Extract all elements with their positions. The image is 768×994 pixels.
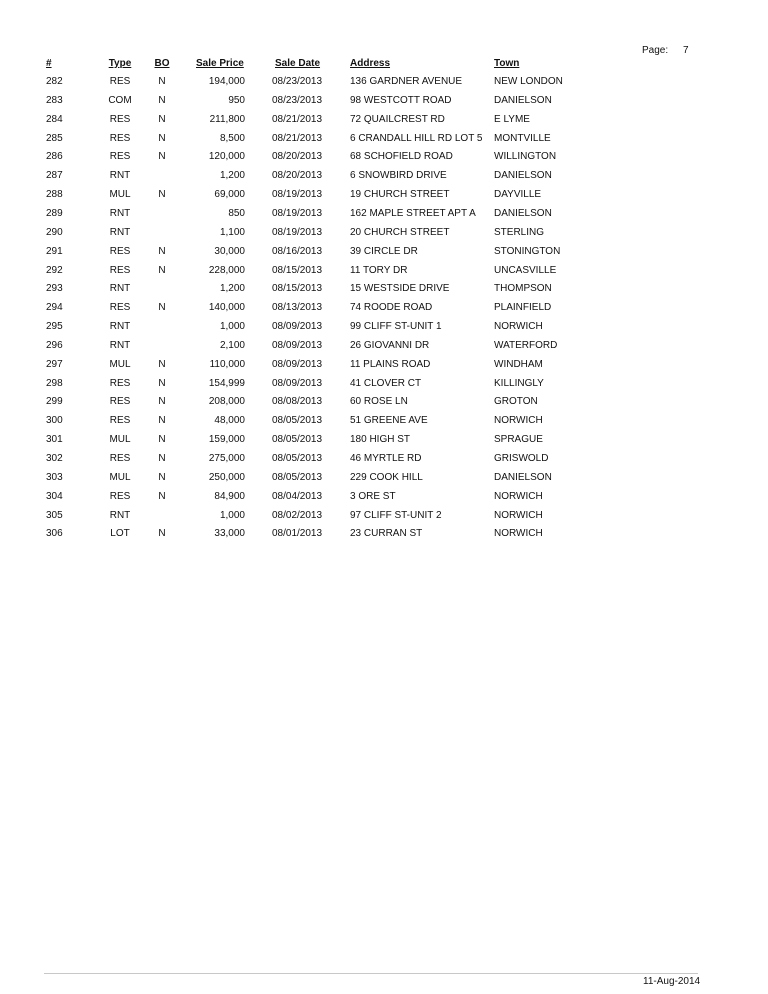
cell-sale-date: 08/05/2013 (272, 471, 323, 483)
cell-sale-price: 950 (228, 94, 245, 106)
cell-address: 11 PLAINS ROAD (350, 358, 431, 370)
cell-sale-price: 140,000 (208, 302, 245, 314)
cell-type: RNT (109, 509, 131, 521)
cell-town: GROTON (494, 396, 538, 408)
cell-num: 291 (46, 245, 63, 257)
table-row (0, 415, 768, 434)
cell-sale-date: 08/16/2013 (272, 245, 323, 257)
cell-town: NORWICH (494, 528, 543, 540)
cell-address: 15 WESTSIDE DRIVE (350, 283, 450, 295)
cell-address: 11 TORY DR (350, 264, 408, 276)
cell-sale-date: 08/05/2013 (272, 415, 323, 427)
cell-sale-price: 208,000 (208, 396, 245, 408)
cell-bo: N (158, 113, 166, 125)
table-row (0, 283, 768, 302)
cell-type: RES (109, 490, 131, 502)
cell-town: GRISWOLD (494, 453, 549, 464)
cell-num: 294 (46, 302, 63, 314)
cell-bo: N (158, 396, 166, 408)
cell-bo: N (158, 245, 166, 257)
cell-address: 99 CLIFF ST-UNIT 1 (350, 321, 442, 333)
cell-town: THOMPSON (494, 283, 552, 295)
cell-num: 296 (46, 339, 63, 351)
cell-sale-date: 08/19/2013 (272, 189, 323, 201)
cell-type: RES (109, 113, 131, 125)
cell-address: 51 GREENE AVE (350, 415, 428, 427)
cell-num: 299 (46, 396, 63, 408)
cell-town: NORWICH (494, 321, 543, 333)
table-row (0, 434, 768, 453)
cell-sale-price: 1,200 (219, 283, 245, 295)
cell-type: RES (109, 396, 131, 408)
cell-type: RES (109, 302, 131, 314)
cell-num: 301 (46, 434, 63, 446)
cell-sale-price: 84,900 (214, 490, 245, 502)
cell-type: MUL (109, 434, 131, 446)
cell-bo: N (158, 189, 166, 201)
cell-sale-date: 08/23/2013 (272, 94, 323, 106)
cell-type: RES (109, 453, 131, 464)
table-row (0, 453, 768, 472)
cell-sale-date: 08/01/2013 (272, 528, 323, 540)
cell-type: RES (109, 132, 131, 144)
cell-address: 98 WESTCOTT ROAD (350, 94, 452, 106)
cell-sale-price: 850 (228, 207, 245, 219)
table-row (0, 378, 768, 397)
header-town: Town (494, 58, 520, 69)
cell-sale-date: 08/15/2013 (272, 283, 323, 295)
cell-town: UNCASVILLE (494, 264, 557, 276)
table-row (0, 170, 768, 189)
table-row (0, 114, 768, 133)
cell-sale-price: 154,999 (208, 377, 245, 389)
cell-sale-price: 228,000 (208, 264, 245, 276)
table-row (0, 246, 768, 265)
table-row (0, 491, 768, 510)
cell-sale-price: 194,000 (208, 76, 245, 87)
cell-type: RNT (109, 207, 131, 219)
cell-num: 293 (46, 283, 63, 295)
cell-type: RES (109, 377, 131, 389)
cell-type: RES (109, 76, 131, 87)
cell-type: RES (109, 415, 131, 427)
table-row (0, 95, 768, 114)
cell-bo: N (158, 264, 166, 276)
cell-num: 295 (46, 321, 63, 333)
cell-sale-date: 08/09/2013 (272, 321, 323, 333)
cell-type: RES (109, 151, 131, 163)
cell-type: LOT (110, 528, 130, 540)
cell-type: RNT (109, 283, 131, 295)
cell-type: MUL (109, 189, 131, 201)
cell-num: 288 (46, 189, 63, 201)
cell-address: 72 QUAILCREST RD (350, 113, 445, 125)
cell-town: DAYVILLE (494, 189, 542, 201)
cell-address: 68 SCHOFIELD ROAD (350, 151, 453, 163)
cell-type: MUL (109, 471, 131, 483)
cell-type: COM (108, 94, 132, 106)
cell-sale-date: 08/13/2013 (272, 302, 323, 314)
cell-num: 298 (46, 377, 63, 389)
table-row (0, 472, 768, 491)
cell-type: RNT (109, 339, 131, 351)
cell-bo: N (158, 377, 166, 389)
cell-sale-price: 33,000 (214, 528, 245, 540)
cell-sale-date: 08/08/2013 (272, 396, 323, 408)
cell-bo: N (158, 434, 166, 446)
cell-address: 39 CIRCLE DR (350, 245, 418, 257)
cell-address: 41 CLOVER CT (350, 377, 422, 389)
table-row (0, 302, 768, 321)
header-sale-price: Sale Price (196, 58, 244, 69)
cell-address: 74 ROODE ROAD (350, 302, 433, 314)
cell-num: 292 (46, 264, 63, 276)
cell-address: 19 CHURCH STREET (350, 189, 450, 201)
cell-bo: N (158, 132, 166, 144)
header-sale-date: Sale Date (275, 58, 321, 69)
cell-sale-date: 08/21/2013 (272, 132, 323, 144)
table-row (0, 227, 768, 246)
cell-town: DANIELSON (494, 170, 552, 182)
cell-bo: N (158, 453, 166, 464)
cell-address: 3 ORE ST (350, 490, 396, 502)
table-row (0, 76, 768, 95)
header-address: Address (350, 58, 391, 69)
cell-sale-date: 08/05/2013 (272, 434, 323, 446)
cell-num: 284 (46, 113, 63, 125)
cell-address: 46 MYRTLE RD (350, 453, 422, 464)
cell-town: DANIELSON (494, 471, 552, 483)
cell-address: 60 ROSE LN (350, 396, 408, 408)
cell-bo: N (158, 415, 166, 427)
cell-town: NORWICH (494, 415, 543, 427)
page-number: 7 (683, 45, 689, 56)
cell-address: 180 HIGH ST (350, 434, 411, 446)
cell-type: RNT (109, 170, 131, 182)
cell-address: 23 CURRAN ST (350, 528, 423, 540)
cell-num: 290 (46, 226, 63, 238)
cell-town: E LYME (494, 113, 530, 125)
cell-town: WATERFORD (494, 339, 558, 351)
cell-sale-date: 08/15/2013 (272, 264, 323, 276)
table-row (0, 208, 768, 227)
cell-town: WILLINGTON (494, 151, 557, 163)
cell-num: 282 (46, 76, 63, 87)
cell-bo: N (158, 471, 166, 483)
cell-sale-price: 159,000 (208, 434, 245, 446)
header-type: Type (108, 58, 132, 69)
cell-num: 287 (46, 170, 63, 182)
cell-num: 285 (46, 132, 63, 144)
cell-sale-price: 8,500 (219, 132, 245, 144)
cell-sale-date: 08/23/2013 (272, 76, 323, 87)
cell-sale-date: 08/09/2013 (272, 339, 323, 351)
cell-sale-price: 1,000 (219, 509, 245, 521)
cell-sale-price: 1,200 (219, 170, 245, 182)
cell-sale-date: 08/19/2013 (272, 207, 323, 219)
cell-town: MONTVILLE (494, 132, 551, 144)
cell-num: 300 (46, 415, 63, 427)
cell-sale-price: 30,000 (214, 245, 245, 257)
cell-sale-date: 08/05/2013 (272, 453, 323, 464)
page-label: Page: (642, 45, 669, 56)
table-row (0, 321, 768, 340)
cell-sale-date: 08/21/2013 (272, 113, 323, 125)
cell-town: PLAINFIELD (494, 302, 552, 314)
cell-address: 26 GIOVANNI DR (350, 339, 430, 351)
cell-type: MUL (109, 358, 131, 370)
cell-bo: N (158, 94, 166, 106)
cell-sale-price: 2,100 (219, 339, 245, 351)
table-row (0, 340, 768, 359)
cell-num: 283 (46, 94, 63, 106)
cell-town: NORWICH (494, 490, 543, 502)
table-row (0, 528, 768, 547)
table-row (0, 396, 768, 415)
cell-num: 297 (46, 358, 63, 370)
cell-type: RES (109, 264, 131, 276)
cell-sale-date: 08/09/2013 (272, 358, 323, 370)
cell-num: 289 (46, 207, 63, 219)
cell-sale-price: 250,000 (208, 471, 245, 483)
cell-bo: N (158, 151, 166, 163)
cell-address: 162 MAPLE STREET APT A (350, 207, 476, 219)
cell-town: STONINGTON (494, 245, 561, 257)
header-bo: BO (154, 58, 170, 69)
table-row (0, 265, 768, 284)
cell-sale-price: 120,000 (208, 151, 245, 163)
cell-address: 136 GARDNER AVENUE (350, 76, 463, 87)
cell-num: 303 (46, 471, 63, 483)
cell-num: 302 (46, 453, 63, 464)
cell-address: 97 CLIFF ST-UNIT 2 (350, 509, 442, 521)
cell-town: KILLINGLY (494, 377, 544, 389)
header-num: # (46, 58, 52, 69)
cell-town: NORWICH (494, 509, 543, 521)
cell-bo: N (158, 76, 166, 87)
cell-bo: N (158, 490, 166, 502)
cell-sale-price: 1,100 (219, 226, 245, 238)
cell-sale-date: 08/04/2013 (272, 490, 323, 502)
cell-sale-date: 08/20/2013 (272, 170, 323, 182)
cell-num: 306 (46, 528, 63, 540)
cell-num: 304 (46, 490, 63, 502)
cell-sale-price: 211,800 (209, 113, 245, 125)
footer-divider (44, 973, 698, 974)
cell-address: 6 SNOWBIRD DRIVE (350, 170, 447, 182)
cell-sale-price: 48,000 (214, 415, 245, 427)
cell-town: DANIELSON (494, 94, 552, 106)
cell-town: SPRAGUE (494, 434, 543, 446)
cell-sale-price: 69,000 (214, 189, 245, 201)
cell-town: STERLING (494, 226, 545, 238)
cell-sale-date: 08/02/2013 (272, 509, 323, 521)
cell-bo: N (158, 358, 166, 370)
table-row (0, 151, 768, 170)
cell-type: RNT (109, 226, 131, 238)
cell-sale-price: 110,000 (209, 358, 245, 370)
cell-bo: N (158, 302, 166, 314)
cell-address: 6 CRANDALL HILL RD LOT 5 (350, 132, 483, 144)
cell-bo: N (158, 528, 166, 540)
cell-sale-date: 08/20/2013 (272, 151, 323, 163)
cell-sale-date: 08/09/2013 (272, 377, 323, 389)
cell-address: 20 CHURCH STREET (350, 226, 450, 238)
footer-date: 11-Aug-2014 (643, 976, 701, 987)
cell-town: NEW LONDON (494, 76, 563, 87)
table-row (0, 189, 768, 208)
table-row (0, 359, 768, 378)
cell-sale-date: 08/19/2013 (272, 226, 323, 238)
cell-num: 286 (46, 151, 63, 163)
cell-sale-price: 275,000 (208, 453, 245, 464)
table-row (0, 510, 768, 529)
cell-type: RNT (109, 321, 131, 333)
cell-address: 229 COOK HILL (350, 471, 423, 483)
cell-town: WINDHAM (494, 358, 543, 370)
cell-town: DANIELSON (494, 207, 552, 219)
cell-num: 305 (46, 509, 63, 521)
cell-type: RES (109, 245, 131, 257)
cell-sale-price: 1,000 (219, 321, 245, 333)
table-row (0, 133, 768, 152)
